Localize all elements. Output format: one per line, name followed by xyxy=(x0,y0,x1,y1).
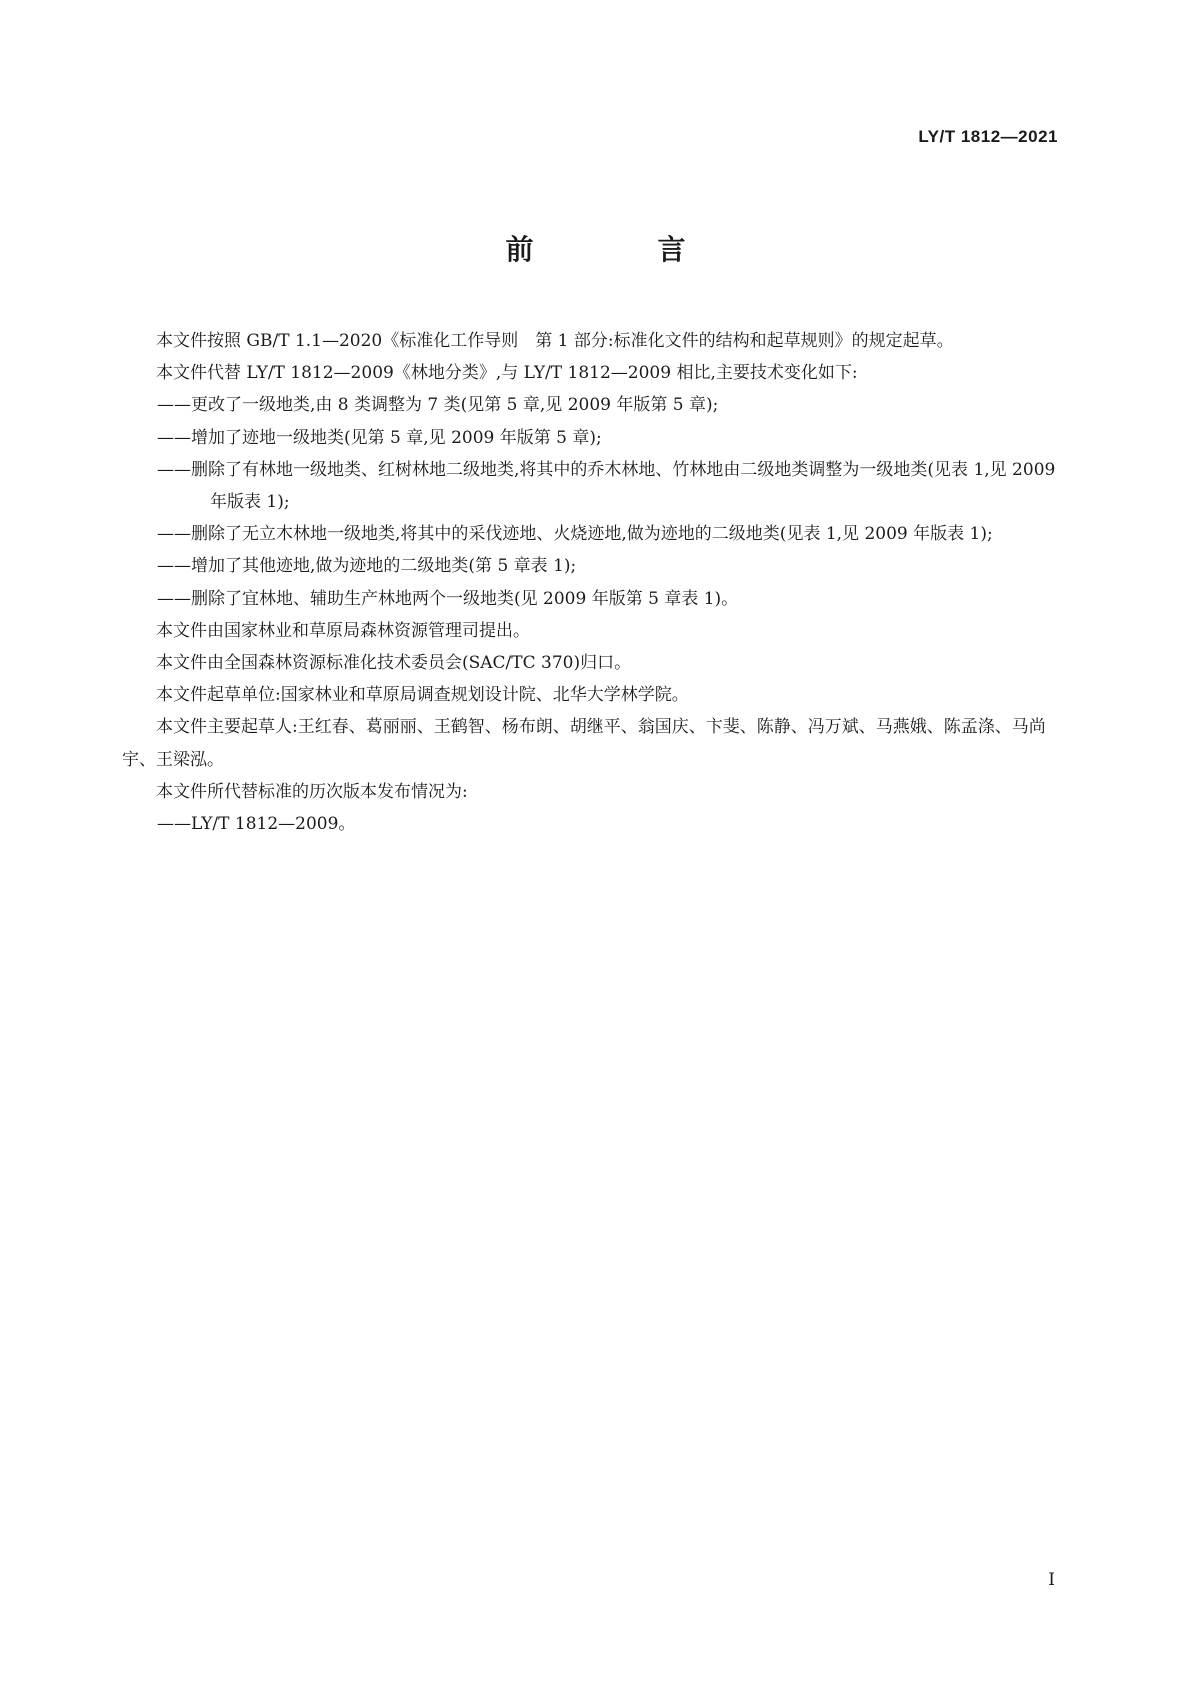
change-item: ——增加了迹地一级地类(见第 5 章,见 2009 年版第 5 章); xyxy=(157,427,602,448)
change-item: ——更改了一级地类,由 8 类调整为 7 类(见第 5 章,见 2009 年版第 5 章); xyxy=(157,395,719,416)
paragraph-drafting-basis: 本文件按照 GB/T 1.1—2020《标准化工作导则 第 1 部分:标准化文件的结构和起草规则》的规定起草。 xyxy=(156,331,954,351)
paragraph-drafting-units: 本文件起草单位:国家林业和草原局调查规划设计院、北华大学林学院。 xyxy=(156,685,689,706)
standard-code: LY/T 1812—2021 xyxy=(918,127,1058,146)
change-item: ——删除了有林地一级地类、红树林地二级地类,将其中的乔木林地、竹林地由二级地类调整为一级地类(见表 1,见 2009 年版表 1); xyxy=(157,459,1056,513)
change-item: ——增加了其他迹地,做为迹地的二级地类(第 5 章表 1); xyxy=(157,556,577,577)
foreword-content xyxy=(122,325,1072,840)
paragraph-committee: 本文件由全国森林资源标准化技术委员会(SAC/TC 370)归口。 xyxy=(156,653,632,674)
paragraph-proposer: 本文件由国家林业和草原局森林资源管理司提出。 xyxy=(156,620,530,641)
change-item: ——删除了宜林地、辅助生产林地两个一级地类(见 2009 年版第 5 章表 1)。 xyxy=(157,588,739,609)
page-number: I xyxy=(1048,1570,1055,1590)
history-item: ——LY/T 1812—2009。 xyxy=(157,814,356,835)
paragraph-version-history: 本文件所代替标准的历次版本发布情况为: xyxy=(156,781,468,802)
change-item: ——删除了无立木林地一级地类,将其中的采伐迹地、火烧迹地,做为迹地的二级地类(见表 1,见 2009 年版表 1); xyxy=(157,524,993,545)
paragraph-replacement: 本文件代替 LY/T 1812—2009《林地分类》,与 LY/T 1812—2009 相比,主要技术变化如下: xyxy=(156,363,858,384)
page-title: 前 言 xyxy=(505,233,734,266)
paragraph-drafters: 本文件主要起草人:王红春、葛丽丽、王鹤智、杨布朗、胡继平、翁国庆、卞斐、陈静、冯万斌、马燕娥、陈孟涤、马尚宇、王梁泓。 xyxy=(122,717,1046,770)
